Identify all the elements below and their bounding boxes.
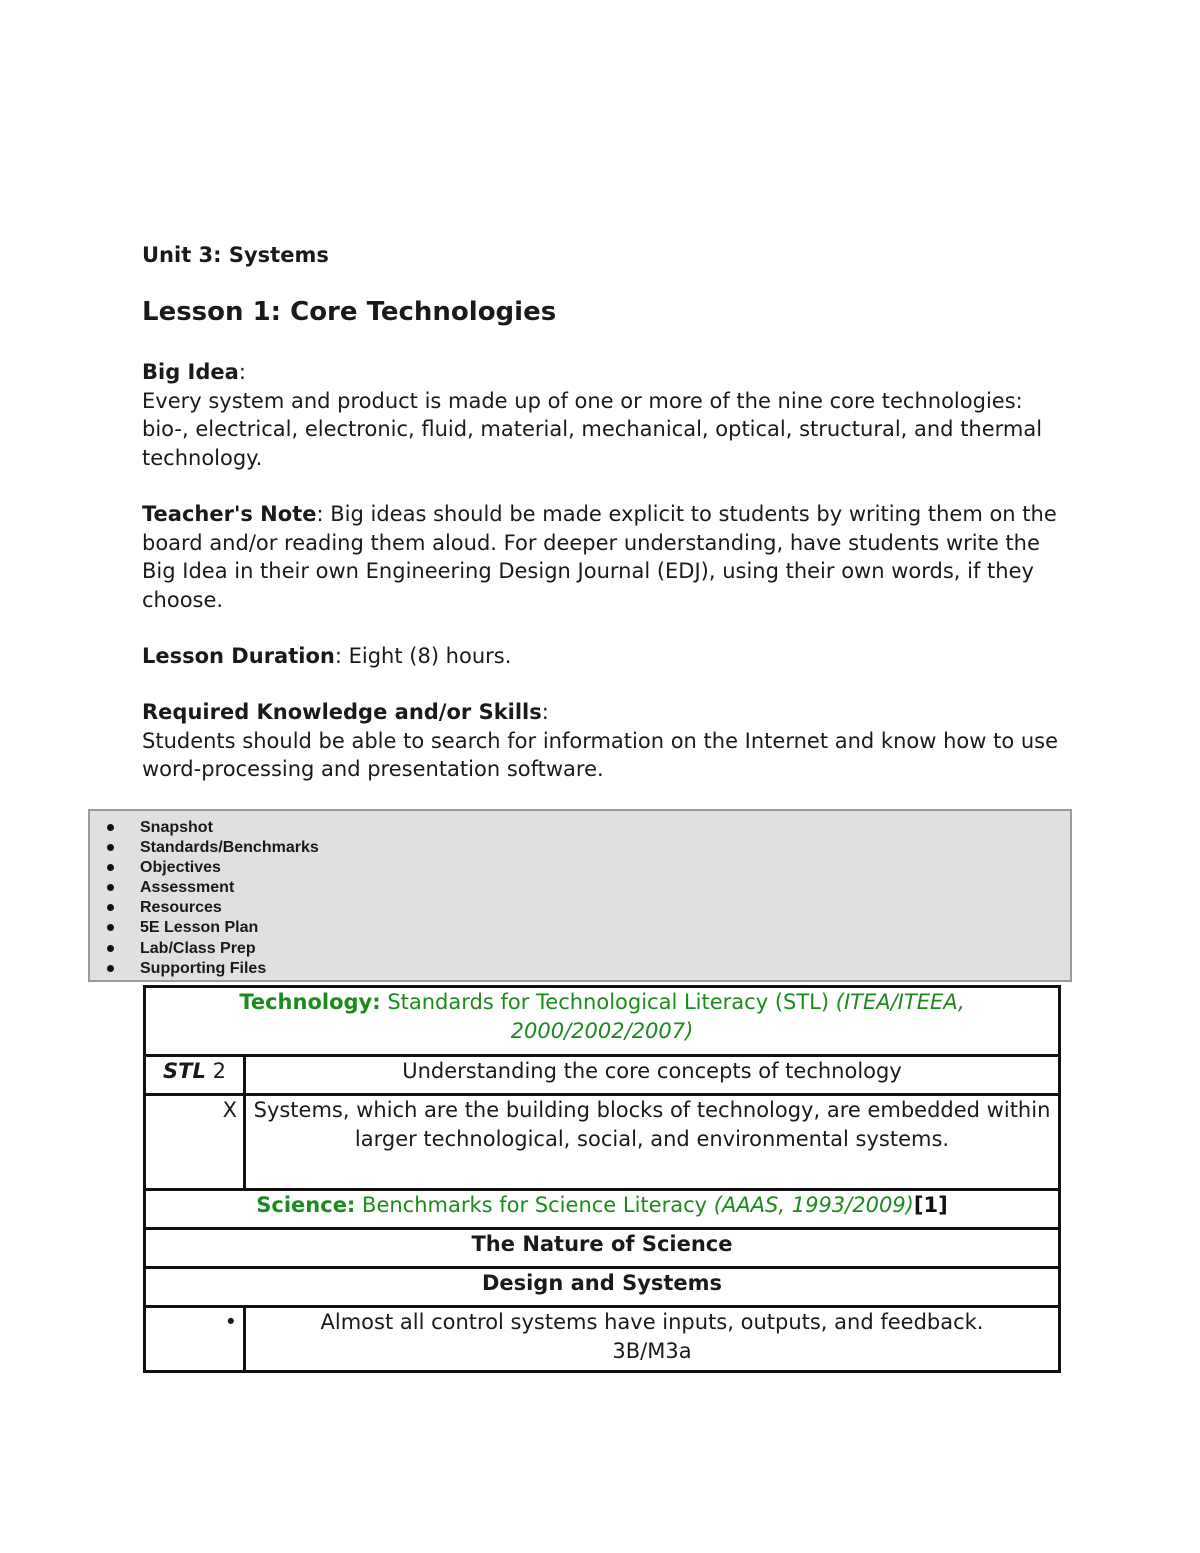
stl-description: Understanding the core concepts of technology: [245, 1056, 1060, 1095]
bullet-icon: [107, 945, 114, 952]
stl-code-prefix: STL: [163, 1059, 206, 1083]
nature-of-science-heading: The Nature of Science: [145, 1229, 1060, 1268]
lesson-title: Lesson 1: Core Technologies: [142, 297, 557, 327]
stl-row: [145, 1056, 1060, 1095]
bullet-icon: [107, 884, 114, 891]
stl-code-cell: [145, 1056, 245, 1095]
nav-item-5e-lesson-plan[interactable]: 5E Lesson Plan: [90, 918, 1070, 938]
lesson-nav-menu: [88, 809, 1072, 982]
bullet-icon: [107, 924, 114, 931]
required-knowledge-text: Students should be able to search for information on the Internet and know how to use word-processing and presentation software.: [142, 728, 1059, 781]
unit-title: Unit 3: Systems: [142, 243, 329, 267]
bullet-icon: [107, 824, 114, 831]
science-title: Benchmarks for Science Literacy: [362, 1193, 708, 1217]
nature-of-science-row: [145, 1229, 1060, 1268]
lesson-duration-label: Lesson Duration: [142, 644, 335, 668]
benchmark-item-row: [145, 1307, 1060, 1372]
required-knowledge-section: Required Knowledge and/or Skills: Students should be able to search for information on the Internet and know how to use word-processing and presentation software.: [142, 698, 1072, 784]
technology-header-row: [145, 987, 1060, 1056]
stl-code-number: 2: [212, 1059, 226, 1083]
nav-item-objectives[interactable]: Objectives: [90, 858, 1070, 878]
benchmark-bullet: •: [145, 1307, 245, 1372]
benchmark-code: 3B/M3a: [612, 1338, 692, 1363]
bullet-icon: [107, 844, 114, 851]
lesson-duration-text: Eight (8) hours.: [348, 644, 512, 668]
bullet-icon: [107, 864, 114, 871]
big-idea-text: Every system and product is made up of one or more of the nine core technologies: bio-, electrical, electronic, fluid, material, mechanical, optical, structural, and thermal technology.: [142, 388, 1043, 470]
technology-source: (ITEA/ITEEA, 2000/2002/2007): [510, 990, 965, 1043]
stl-item-marker: X: [145, 1095, 245, 1190]
design-systems-heading: Design and Systems: [145, 1268, 1060, 1307]
big-idea-label: Big Idea: [142, 360, 239, 384]
design-systems-row: [145, 1268, 1060, 1307]
big-idea-section: Big Idea: Every system and product is made up of one or more of the nine core technologies: bio-, electrical, electronic, fluid, material, mechanical, optical, structural, and thermal technology.: [142, 358, 1072, 472]
stl-item-row: [145, 1095, 1060, 1190]
bullet-icon: [107, 965, 114, 972]
teacher-note-section: Teacher's Note: Big ideas should be made explicit to students by writing them on the board and/or reading them aloud. For deeper understanding, have students write the Big Idea in their own Engineering Design Journal (EDJ), using their own words, if they choose.: [142, 502, 1057, 612]
lesson-duration-section: Lesson Duration: Eight (8) hours.: [142, 644, 512, 668]
technology-title: Standards for Technological Literacy (STL): [387, 990, 830, 1014]
nav-item-snapshot[interactable]: Snapshot: [90, 818, 1070, 838]
nav-item-resources[interactable]: Resources: [90, 898, 1070, 918]
science-header-cell: [145, 1190, 1060, 1229]
science-header-row: [145, 1190, 1060, 1229]
stl-item-text: Systems, which are the building blocks of technology, are embedded within larger technological, social, and environmental systems.: [245, 1095, 1060, 1190]
standards-table: [143, 985, 1061, 1373]
bullet-icon: [107, 904, 114, 911]
nav-item-supporting-files[interactable]: Supporting Files: [90, 959, 1070, 979]
science-source: (AAAS, 1993/2009): [713, 1193, 914, 1217]
required-knowledge-label: Required Knowledge and/or Skills: [142, 700, 542, 724]
science-footnote-link[interactable]: [1]: [913, 1193, 948, 1217]
teacher-note-text: Big ideas should be made explicit to students by writing them on the board and/or reading them aloud. For deeper understanding, have students write the Big Idea in their own Engineering Design Journal (EDJ), using their own words, if they choose.: [142, 502, 1057, 612]
nav-item-lab-class-prep[interactable]: Lab/Class Prep: [90, 939, 1070, 959]
teacher-note-label: Teacher's Note: [142, 502, 317, 526]
nav-item-assessment[interactable]: Assessment: [90, 878, 1070, 898]
nav-item-standards-benchmarks[interactable]: Standards/Benchmarks: [90, 838, 1070, 858]
technology-header-cell: [145, 987, 1060, 1056]
benchmark-text: Almost all control systems have inputs, outputs, and feedback.: [320, 1310, 984, 1334]
benchmark-item-cell: [245, 1307, 1060, 1372]
science-label: Science:: [256, 1193, 356, 1217]
technology-label: Technology:: [239, 990, 381, 1014]
